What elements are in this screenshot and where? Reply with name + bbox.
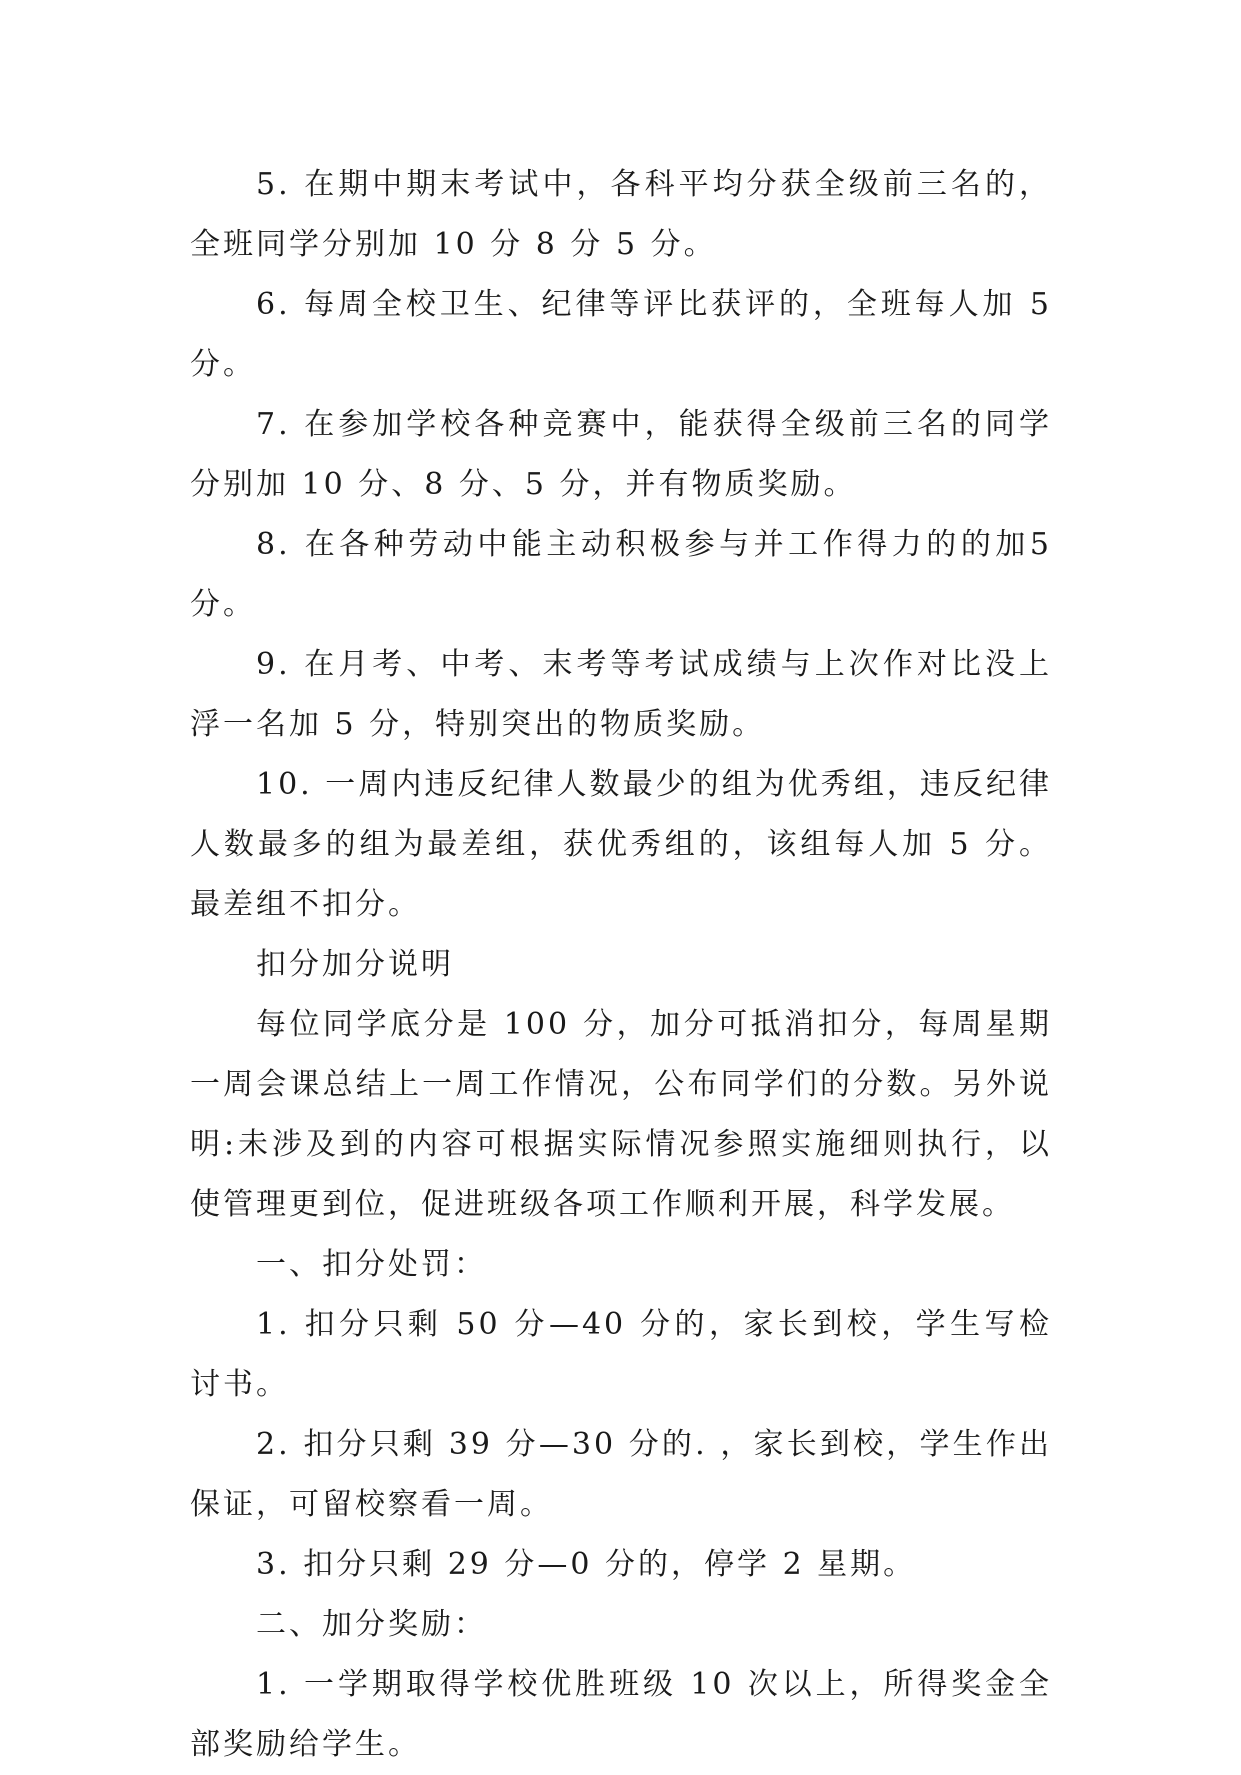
section-heading-reward: 二、加分奖励： xyxy=(256,1607,487,1642)
rule-item-8: 8. 在各种劳动中能主动积极参与并工作得力的的加5分。 xyxy=(190,527,1052,622)
document-body xyxy=(190,155,1052,1775)
section-heading-penalty: 一、扣分处罚： xyxy=(256,1247,487,1282)
section-heading-explanation: 扣分加分说明 xyxy=(256,947,454,982)
rule-item-10: 10. 一周内违反纪律人数最少的组为优秀组，违反纪律人数最多的组为最差组，获优秀组的，该组每人加 5 分。最差组不扣分。 xyxy=(190,767,1052,922)
rule-item-5: 5. 在期中期末考试中，各科平均分获全级前三名的，全班同学分别加 10 分 8 分 5 分。 xyxy=(190,167,1052,262)
rule-item-7: 7. 在参加学校各种竞赛中，能获得全级前三名的同学分别加 10 分、8 分、5 分，并有物质奖励。 xyxy=(190,407,1052,502)
penalty-item-2: 2. 扣分只剩 39 分—30 分的. ，家长到校，学生作出保证，可留校察看一周。 xyxy=(190,1427,1052,1522)
penalty-item-3: 3. 扣分只剩 29 分—0 分的，停学 2 星期。 xyxy=(256,1547,917,1582)
rule-item-9: 9. 在月考、中考、末考等考试成绩与上次作对比没上浮一名加 5 分，特别突出的物质奖励。 xyxy=(190,647,1052,742)
explanation-paragraph: 每位同学底分是 100 分，加分可抵消扣分，每周星期一周会课总结上一周工作情况，公布同学们的分数。另外说明:未涉及到的内容可根据实际情况参照实施细则执行，以使管理更到位，促进班级各项工作顺利开展，科学发展。 xyxy=(190,1007,1052,1222)
penalty-item-1: 1. 扣分只剩 50 分—40 分的，家长到校，学生写检讨书。 xyxy=(190,1307,1052,1402)
rule-item-6: 6. 每周全校卫生、纪律等评比获评的，全班每人加 5 分。 xyxy=(190,287,1052,382)
reward-item-1: 1. 一学期取得学校优胜班级 10 次以上，所得奖金全部奖励给学生。 xyxy=(190,1667,1052,1762)
